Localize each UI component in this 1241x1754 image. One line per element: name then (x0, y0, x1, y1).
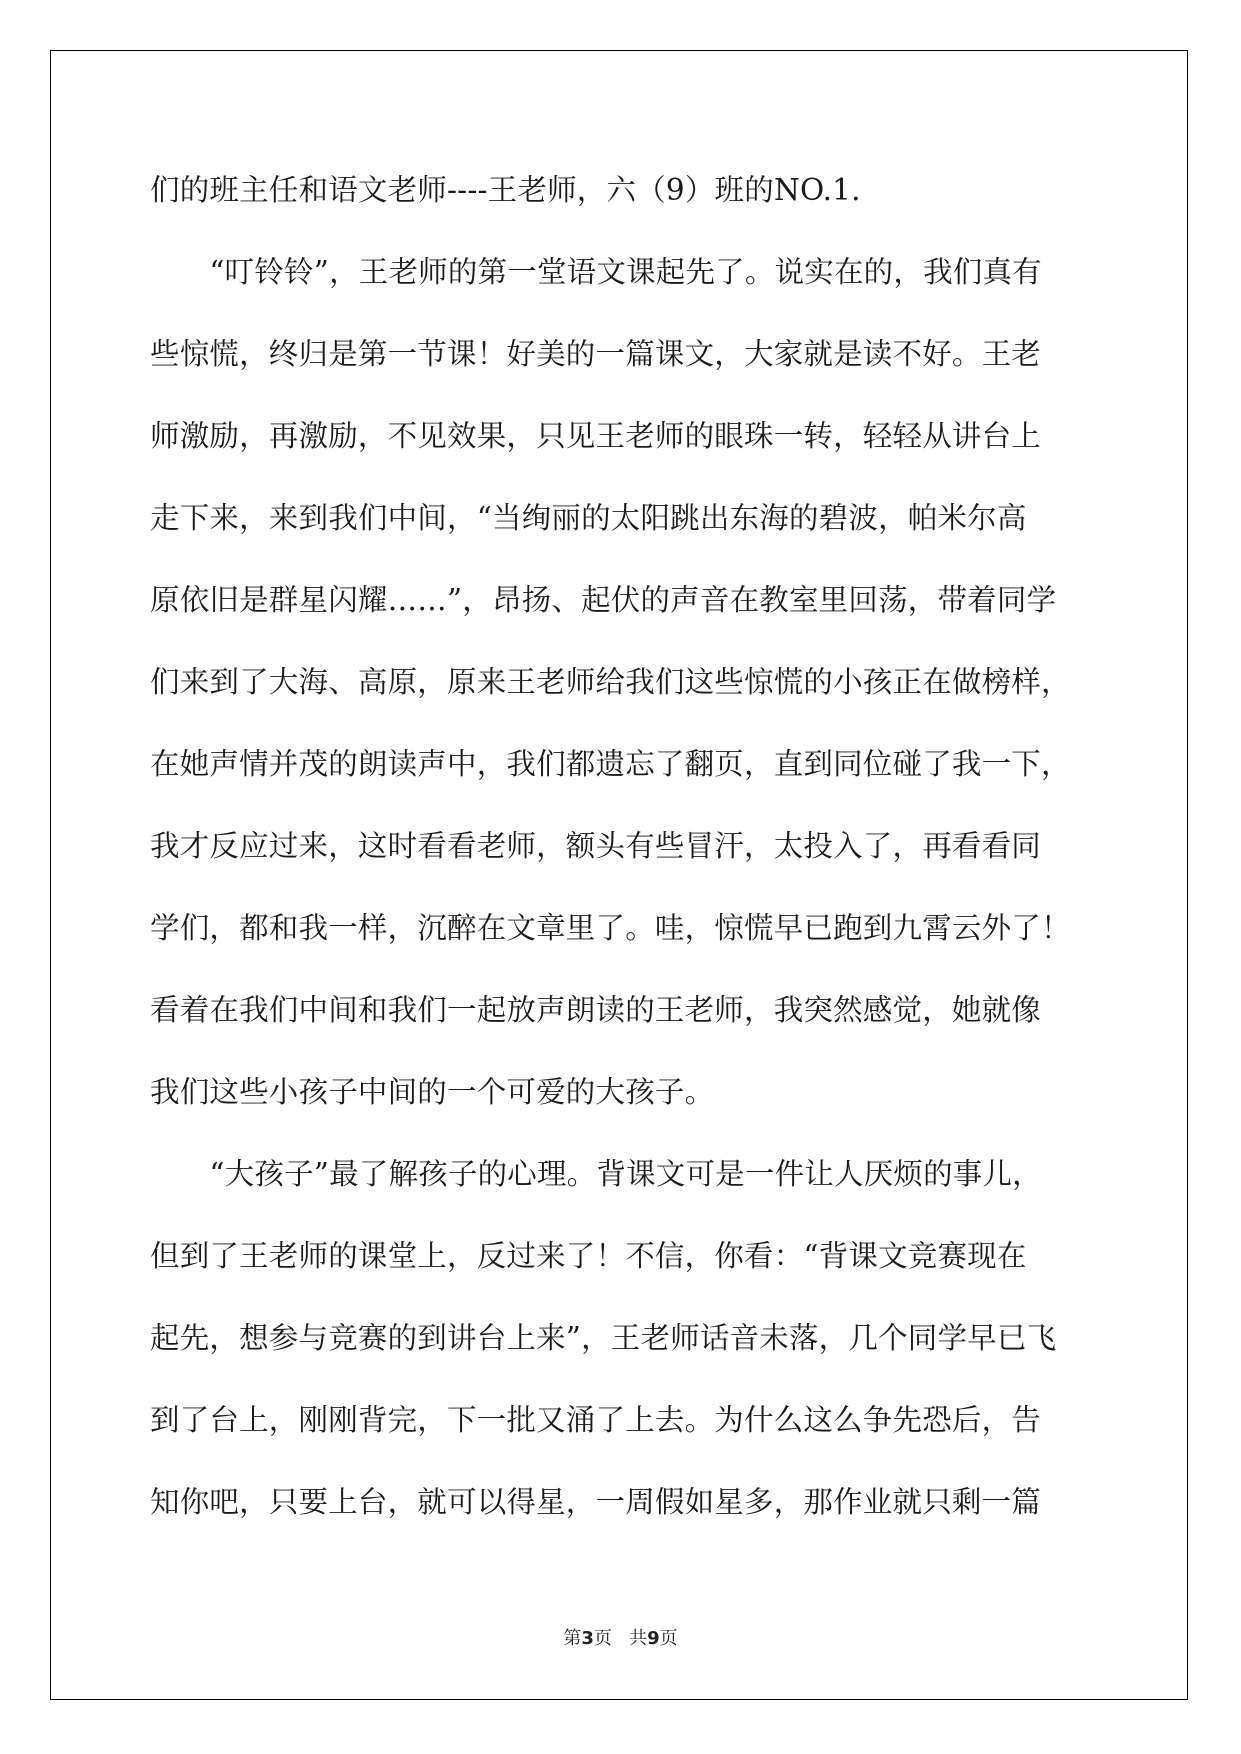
page-footer (0, 1624, 1241, 1650)
footer-total-suffix: 页 (659, 1628, 678, 1649)
total-page-number: 9 (647, 1628, 660, 1649)
text-line: 我们这些小孩子中间的一个可爱的大孩子。 (150, 1075, 715, 1109)
text-line: 些惊慌，终归是第一节课！好美的一篇课文，大家就是读不好。王老 (150, 337, 1042, 371)
text-line: 我才反应过来，这时看看老师，额头有些冒汗，太投入了，再看看同 (150, 829, 1042, 863)
text-line: 知你吧，只要上台，就可以得星，一周假如星多，那作业就只剩一篇 (150, 1485, 1042, 1519)
document-body (150, 160, 1090, 1554)
current-page-number: 3 (581, 1628, 594, 1649)
text-line: 学们，都和我一样，沉醉在文章里了。哇，惊慌早已跑到九霄云外了！ (150, 911, 1071, 945)
text-line: 们的班主任和语文老师----王老师，六（9）班的NO.1. (150, 173, 861, 207)
text-line: 但到了王老师的课堂上，反过来了！不信，你看：“背课文竞赛现在 (150, 1239, 1027, 1273)
footer-prefix: 第 (563, 1628, 582, 1649)
text-line: 走下来，来到我们中间，“当绚丽的太阳跳出东海的碧波，帕米尔高 (150, 501, 1027, 535)
text-line: “叮铃铃”，王老师的第一堂语文课起先了。说实在的，我们真有 (150, 255, 1042, 289)
text-line: 们来到了大海、高原，原来王老师给我们这些惊慌的小孩正在做榜样， (150, 665, 1071, 699)
text-line: 到了台上，刚刚背完，下一批又涌了上去。为什么这么争先恐后，告 (150, 1403, 1042, 1437)
text-line: 原依旧是群星闪耀……”，昂扬、起伏的声音在教室里回荡，带着同学 (150, 583, 1057, 617)
text-line: 看着在我们中间和我们一起放声朗读的王老师，我突然感觉，她就像 (150, 993, 1042, 1027)
text-line: 在她声情并茂的朗读声中，我们都遗忘了翻页，直到同位碰了我一下， (150, 747, 1071, 781)
text-line: 起先，想参与竞赛的到讲台上来”，王老师话音未落，几个同学早已飞 (150, 1321, 1057, 1355)
text-line: 师激励，再激励，不见效果，只见王老师的眼珠一转，轻轻从讲台上 (150, 419, 1042, 453)
footer-total-prefix: 共 (629, 1628, 648, 1649)
text-line: “大孩子”最了解孩子的心理。背课文可是一件让人厌烦的事儿， (150, 1157, 1042, 1191)
footer-page-word: 页 (593, 1628, 612, 1649)
